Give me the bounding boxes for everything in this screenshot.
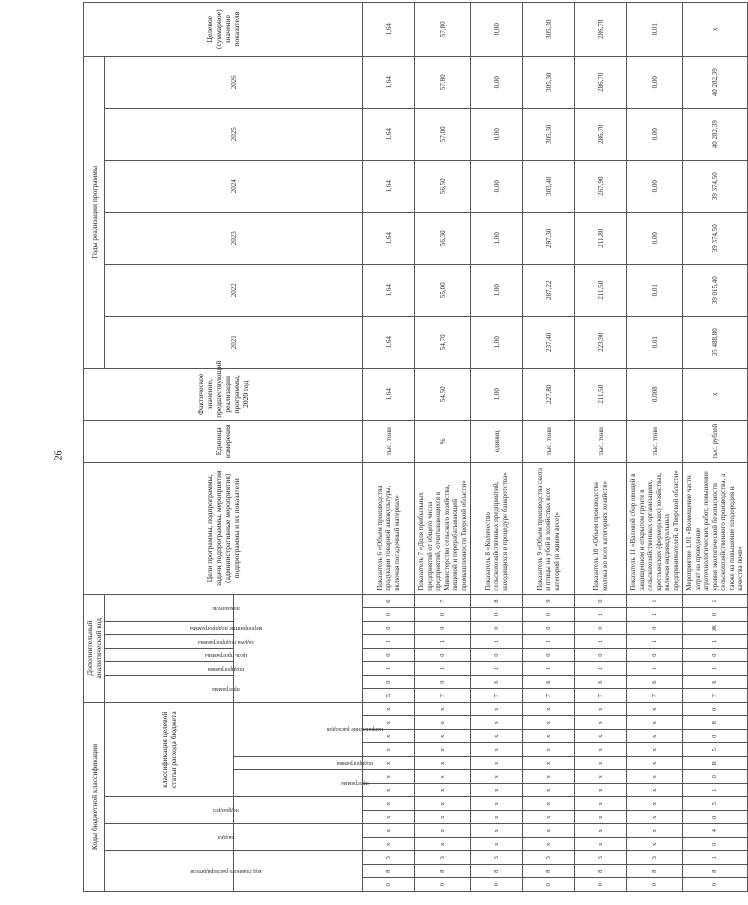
code-digit-cell: 1: [575, 635, 627, 649]
code-digit-cell: x: [627, 757, 683, 771]
code-digit-cell: x: [363, 838, 415, 852]
code-digit-cell: 0: [471, 608, 523, 622]
year-value-cell: 0,00: [627, 160, 683, 212]
code-digit-cell: x: [627, 716, 683, 730]
code-digit-cell: 8: [683, 716, 748, 730]
code-digit-cell: 0: [363, 878, 415, 892]
year-value-cell: 286,70: [575, 108, 627, 160]
year-value-cell: 57,80: [415, 56, 471, 108]
year-value-cell: 286,70: [575, 56, 627, 108]
code-digit-cell: 0: [415, 648, 471, 662]
code-digit-cell: 1: [363, 662, 415, 676]
code-digit-cell: 1: [627, 662, 683, 676]
code-digit-cell: 7: [523, 689, 575, 703]
goal-cell: Показатель 7 «Доля прибыльных предприятий от общего числа предприятий, отчитывающихся в Министерство сельского хозяйства, пищевой и перерабатывающей промышленности Тверской области»: [415, 462, 471, 594]
code-digit-cell: x: [575, 784, 627, 798]
code-digit-cell: x: [363, 784, 415, 798]
code-digit-cell: 0: [683, 702, 748, 716]
year-value-cell: 0,00: [627, 108, 683, 160]
code-digit-cell: 0: [575, 648, 627, 662]
year-value-cell: 0,01: [627, 316, 683, 368]
table-row: [627, 2, 683, 891]
base-value-cell: 54,50: [415, 368, 471, 420]
section-header: раздел: [105, 824, 234, 851]
code-digit-cell: x: [523, 797, 575, 811]
code-digit-cell: 8: [363, 865, 415, 879]
subsection-header: подраздел: [105, 797, 234, 824]
year-value-cell: 1,00: [471, 264, 523, 316]
year-value-cell: 0,01: [627, 264, 683, 316]
code-digit-cell: 0: [683, 770, 748, 784]
code-digit-cell: 1: [683, 635, 748, 649]
code-digit-cell: x: [627, 770, 683, 784]
analytic-code-header: Дополнительный аналитический код: [84, 594, 105, 702]
code-digit-cell: 0: [683, 608, 748, 622]
code-digit-cell: x: [415, 811, 471, 825]
code-digit-cell: x: [363, 702, 415, 716]
unit-cell: тыс. тонн: [523, 420, 575, 462]
target-value-cell: 1,64: [363, 2, 415, 56]
year-value-cell: 39 015,40: [683, 264, 748, 316]
year-value-cell: 40 282,39: [683, 56, 748, 108]
base-value-header: Фактическое значение, предшествующий реализации программы, 2020 год: [84, 368, 363, 420]
code-digit-cell: x: [415, 784, 471, 798]
code-digit-cell: 0: [523, 608, 575, 622]
year-value-cell: 56,30: [415, 212, 471, 264]
code-digit-cell: 0: [523, 621, 575, 635]
code-digit-cell: x: [363, 757, 415, 771]
code-digit-cell: 0: [575, 878, 627, 892]
code-digit-cell: 0: [627, 878, 683, 892]
code-digit-cell: x: [363, 730, 415, 744]
code-digit-cell: 5: [683, 797, 748, 811]
year-2025-header: 2025: [105, 108, 363, 160]
code-digit-cell: x: [627, 824, 683, 838]
code-digit-cell: 4: [683, 824, 748, 838]
table-row: [471, 2, 523, 891]
code-digit-cell: x: [523, 743, 575, 757]
code-digit-cell: 1: [471, 662, 523, 676]
code-digit-cell: x: [575, 716, 627, 730]
year-value-cell: 303,40: [523, 160, 575, 212]
year-value-cell: 0,00: [471, 56, 523, 108]
code-digit-cell: x: [575, 702, 627, 716]
year-value-cell: 56,50: [415, 160, 471, 212]
year-value-cell: 1,64: [363, 160, 415, 212]
code-digit-cell: 1: [363, 635, 415, 649]
code-digit-cell: 0: [415, 675, 471, 689]
code-digit-cell: x: [415, 770, 471, 784]
year-value-cell: 297,30: [523, 212, 575, 264]
code-digit-cell: 6: [523, 675, 575, 689]
code-digit-cell: x: [415, 702, 471, 716]
rotated-table-wrapper: [83, 9, 744, 892]
code-digit-cell: 3: [415, 851, 471, 865]
year-2023-header: 2023: [105, 212, 363, 264]
code-digit-cell: x: [415, 730, 471, 744]
code-digit-cell: x: [575, 811, 627, 825]
base-value-cell: 1,00: [471, 368, 523, 420]
code-digit-cell: 3: [627, 851, 683, 865]
program-indicators-table: [83, 2, 748, 892]
code-digit-cell: x: [415, 716, 471, 730]
code-digit-cell: 0: [415, 878, 471, 892]
year-value-cell: 211,50: [575, 264, 627, 316]
year-value-cell: 211,80: [575, 212, 627, 264]
code-digit-cell: Ж: [683, 621, 748, 635]
target-value-cell: 57,80: [415, 2, 471, 56]
code-digit-cell: 0: [523, 878, 575, 892]
expense-direction-header: направление расходов: [234, 702, 363, 756]
code-digit-cell: 0: [363, 675, 415, 689]
unit-cell: тыс. тонн: [575, 420, 627, 462]
year-value-cell: 54,70: [415, 316, 471, 368]
unit-cell: тыс. тонн: [627, 420, 683, 462]
year-value-cell: 40 282,39: [683, 108, 748, 160]
code-digit-cell: 7: [683, 689, 748, 703]
code-digit-cell: 1: [415, 635, 471, 649]
target-value-cell: 0,01: [627, 2, 683, 56]
analytic-goal-header: цель программы: [105, 648, 234, 662]
goal-cell: Мероприятие 1.01 «Возмещение части затрат на проведение агротехнологических работ, повышение уровня экологической безопасности сельскохозяйственного производства, а также на повышение плодородия и качества почв»: [683, 462, 748, 594]
code-digit-cell: x: [627, 797, 683, 811]
target-value-cell: 286,70: [575, 2, 627, 56]
code-digit-cell: x: [363, 824, 415, 838]
code-digit-cell: x: [575, 797, 627, 811]
code-digit-cell: x: [471, 757, 523, 771]
year-2022-header: 2022: [105, 264, 363, 316]
year-value-cell: 0,00: [627, 212, 683, 264]
code-digit-cell: x: [523, 770, 575, 784]
budget-codes-header: Коды бюджетной классификации: [84, 702, 105, 891]
year-value-cell: 1,64: [363, 56, 415, 108]
analytic-task-header: задача подпрограммы: [105, 635, 234, 649]
code-digit-cell: 1: [683, 851, 748, 865]
code-digit-cell: x: [523, 824, 575, 838]
code-digit-cell: 3: [523, 851, 575, 865]
code-digit-cell: x: [363, 716, 415, 730]
year-value-cell: 39 374,50: [683, 160, 748, 212]
code-digit-cell: 0: [683, 838, 748, 852]
code-digit-cell: 0: [683, 648, 748, 662]
goal-cell: Показатель 10 «Объем производства молока во всех категориях хозяйств»: [575, 462, 627, 594]
goal-cell: Показатель 11 «Валовой сбор овощей в защищенном и открытом грунте в сельскохозяйственных организациях, крестьянских (фермерских) хозяйствах, включая индивидуальных предпринимателей, в Тверской области»: [627, 462, 683, 594]
base-value-cell: x: [683, 368, 748, 420]
code-digit-cell: 6: [363, 594, 415, 608]
code-digit-cell: 3: [471, 851, 523, 865]
code-digit-cell: 8: [471, 865, 523, 879]
code-digit-cell: x: [363, 743, 415, 757]
code-digit-cell: x: [363, 811, 415, 825]
year-value-cell: 39 374,50: [683, 212, 748, 264]
target-article-header: классификация целевой статьи расхода бюджета: [105, 702, 234, 797]
code-digit-cell: x: [415, 838, 471, 852]
code-digit-cell: x: [523, 757, 575, 771]
base-value-cell: 211,50: [575, 368, 627, 420]
goal-header: Цели программы, подпрограммы, задачи подпрограммы, мероприятия (административные мероприятия) подпрограммы и их показатели: [84, 462, 363, 594]
year-value-cell: 305,30: [523, 56, 575, 108]
table-row: [575, 2, 627, 891]
code-digit-cell: 0: [683, 730, 748, 744]
year-value-cell: 1,64: [363, 212, 415, 264]
code-digit-cell: x: [471, 702, 523, 716]
code-digit-cell: 0: [627, 621, 683, 635]
analytic-event-header: мероприятие подпрограммы: [105, 621, 234, 635]
code-digit-cell: 1: [575, 608, 627, 622]
code-digit-cell: x: [523, 730, 575, 744]
budget-program-header: программа: [234, 770, 363, 797]
code-digit-cell: R: [683, 757, 748, 771]
code-digit-cell: 1: [683, 784, 748, 798]
code-digit-cell: x: [575, 770, 627, 784]
target-value-cell: 305,30: [523, 2, 575, 56]
code-digit-cell: x: [523, 702, 575, 716]
code-digit-cell: 8: [627, 865, 683, 879]
code-digit-cell: 5: [683, 743, 748, 757]
year-value-cell: 0,00: [627, 56, 683, 108]
base-value-cell: 0,008: [627, 368, 683, 420]
code-digit-cell: 0: [575, 621, 627, 635]
analytic-indicator-header: показатель: [105, 594, 234, 621]
page-number: 26: [53, 450, 65, 461]
code-digit-cell: 5: [363, 689, 415, 703]
year-2026-header: 2026: [105, 56, 363, 108]
code-digit-cell: 7: [471, 689, 523, 703]
code-digit-cell: 8: [523, 865, 575, 879]
year-value-cell: 1,64: [363, 108, 415, 160]
table-row: [415, 2, 471, 891]
code-digit-cell: 0: [471, 648, 523, 662]
code-digit-cell: 1: [627, 635, 683, 649]
code-digit-cell: 1: [683, 594, 748, 608]
code-digit-cell: x: [523, 811, 575, 825]
target-value-cell: x: [683, 2, 748, 56]
code-digit-cell: x: [363, 797, 415, 811]
year-value-cell: 0,00: [471, 108, 523, 160]
target-header: Целевое (суммарное) значение показателя: [84, 2, 363, 56]
code-digit-cell: 1: [415, 662, 471, 676]
code-digit-cell: x: [415, 797, 471, 811]
code-digit-cell: x: [627, 743, 683, 757]
code-digit-cell: 6: [575, 675, 627, 689]
year-2021-header: 2021: [105, 316, 363, 368]
code-digit-cell: x: [471, 716, 523, 730]
code-digit-cell: x: [471, 730, 523, 744]
code-digit-cell: 7: [627, 689, 683, 703]
code-digit-cell: x: [415, 757, 471, 771]
code-digit-cell: x: [575, 743, 627, 757]
unit-cell: тыс. рублей: [683, 420, 748, 462]
goal-cell: Показатель 6 «Объем производства продукции товарной аквакультуры, включая посадочный материал»: [363, 462, 415, 594]
unit-cell: %: [415, 420, 471, 462]
year-value-cell: 35 488,80: [683, 316, 748, 368]
code-digit-cell: x: [471, 743, 523, 757]
code-digit-cell: 0: [683, 811, 748, 825]
unit-cell: единиц: [471, 420, 523, 462]
code-digit-cell: 0: [471, 878, 523, 892]
goal-cell: Показатель 9 «Объем производства скота и птицы на убой в хозяйствах всех категорий (в живом весе)»: [523, 462, 575, 594]
code-digit-cell: 0: [683, 878, 748, 892]
years-group-header: Годы реализации программы: [84, 56, 105, 368]
code-digit-cell: 0: [363, 608, 415, 622]
code-digit-cell: x: [471, 811, 523, 825]
code-digit-cell: 0: [363, 621, 415, 635]
table-row: [523, 2, 575, 891]
year-2024-header: 2024: [105, 160, 363, 212]
chief-manager-code-header: код главного распорядителя: [105, 851, 234, 892]
year-value-cell: 237,40: [523, 316, 575, 368]
code-digit-cell: 0: [471, 621, 523, 635]
code-digit-cell: 0: [415, 621, 471, 635]
header-row-1: [84, 2, 105, 891]
code-digit-cell: x: [627, 702, 683, 716]
code-digit-cell: x: [627, 730, 683, 744]
base-value-cell: 227,80: [523, 368, 575, 420]
code-digit-cell: x: [523, 838, 575, 852]
code-digit-cell: 0: [523, 648, 575, 662]
base-value-cell: 1,64: [363, 368, 415, 420]
code-digit-cell: 0: [415, 608, 471, 622]
code-digit-cell: 1: [575, 662, 627, 676]
analytic-subprogram-header: подпрограмма: [105, 662, 234, 676]
code-digit-cell: 1: [683, 662, 748, 676]
year-value-cell: 223,90: [575, 316, 627, 368]
code-digit-cell: x: [627, 784, 683, 798]
code-digit-cell: x: [363, 770, 415, 784]
code-digit-cell: 6: [471, 675, 523, 689]
table-row: [683, 2, 748, 891]
code-digit-cell: 8: [575, 865, 627, 879]
year-value-cell: 1,00: [471, 316, 523, 368]
code-digit-cell: x: [523, 784, 575, 798]
code-digit-cell: x: [415, 824, 471, 838]
unit-header: Единица измерения: [84, 420, 363, 462]
code-digit-cell: 8: [683, 865, 748, 879]
code-digit-cell: 7: [415, 689, 471, 703]
year-value-cell: 57,00: [415, 108, 471, 160]
code-digit-cell: x: [471, 797, 523, 811]
year-value-cell: 1,64: [363, 316, 415, 368]
code-digit-cell: 6: [627, 675, 683, 689]
code-digit-cell: 0: [575, 594, 627, 608]
code-digit-cell: x: [627, 811, 683, 825]
unit-cell: тыс. тонн: [363, 420, 415, 462]
goal-cell: Показатель 8 «Количество сельскохозяйственных предприятий, находящихся в процедуре банкротства»: [471, 462, 523, 594]
year-value-cell: 1,00: [471, 212, 523, 264]
code-digit-cell: x: [575, 757, 627, 771]
code-digit-cell: x: [575, 730, 627, 744]
analytic-program-header: программа: [105, 675, 234, 702]
code-digit-cell: 6: [683, 675, 748, 689]
year-value-cell: 1,64: [363, 264, 415, 316]
year-value-cell: 55,00: [415, 264, 471, 316]
code-digit-cell: 1: [471, 635, 523, 649]
year-value-cell: 287,22: [523, 264, 575, 316]
code-digit-cell: x: [627, 838, 683, 852]
code-digit-cell: 9: [523, 594, 575, 608]
code-digit-cell: 1: [523, 635, 575, 649]
target-value-cell: 0,00: [471, 2, 523, 56]
code-digit-cell: 0: [363, 648, 415, 662]
code-digit-cell: 3: [575, 851, 627, 865]
code-digit-cell: x: [471, 784, 523, 798]
code-digit-cell: 0: [627, 648, 683, 662]
code-digit-cell: 1: [627, 594, 683, 608]
year-value-cell: 305,30: [523, 108, 575, 160]
code-digit-cell: x: [471, 824, 523, 838]
year-value-cell: 267,90: [575, 160, 627, 212]
code-digit-cell: 1: [523, 662, 575, 676]
code-digit-cell: 1: [627, 608, 683, 622]
year-value-cell: 0,00: [471, 160, 523, 212]
code-digit-cell: 3: [363, 851, 415, 865]
code-digit-cell: x: [471, 770, 523, 784]
code-digit-cell: x: [575, 838, 627, 852]
budget-subprogram-header: подпрограмма: [234, 757, 363, 771]
code-digit-cell: 8: [415, 865, 471, 879]
code-digit-cell: x: [575, 824, 627, 838]
code-digit-cell: 8: [471, 594, 523, 608]
table-row: [363, 2, 415, 891]
code-digit-cell: 7: [575, 689, 627, 703]
code-digit-cell: x: [471, 838, 523, 852]
code-digit-cell: x: [415, 743, 471, 757]
code-digit-cell: 7: [415, 594, 471, 608]
code-digit-cell: x: [523, 716, 575, 730]
